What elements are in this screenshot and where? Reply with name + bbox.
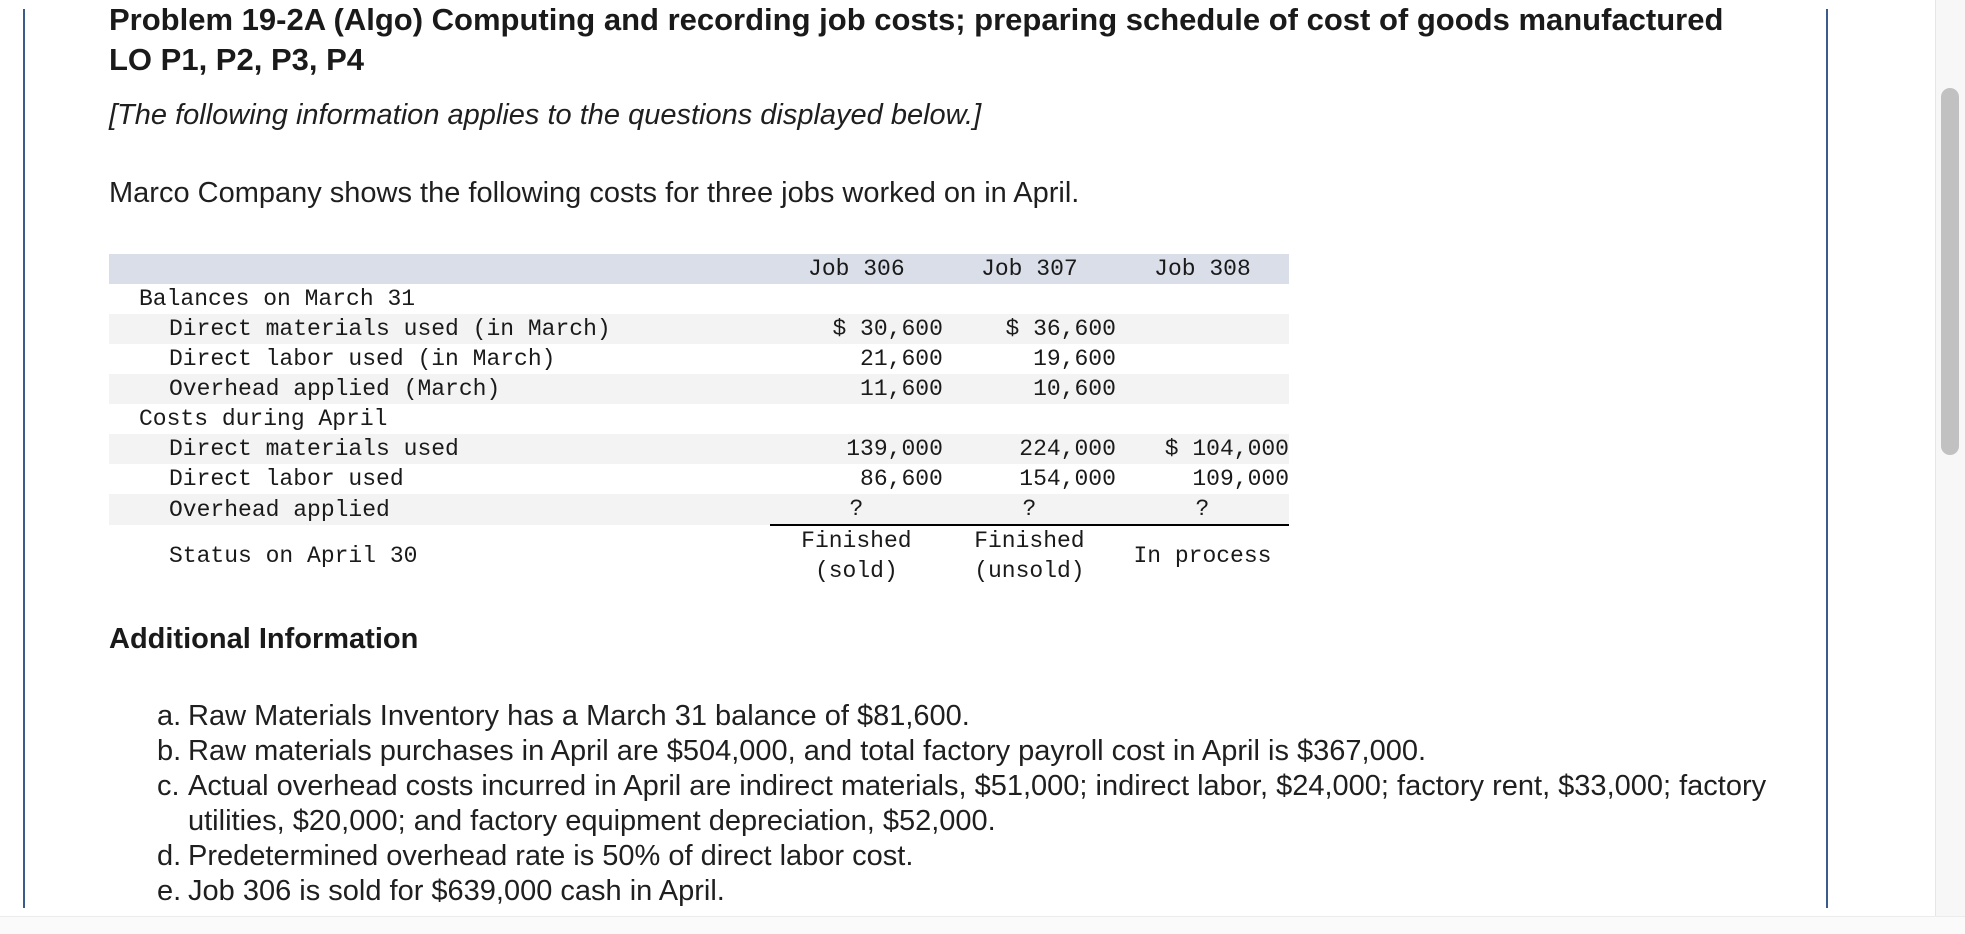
bottom-edge bbox=[0, 916, 1965, 934]
list-item: a. Raw Materials Inventory has a March 31 balance of $81,600. bbox=[157, 700, 970, 732]
cell-value bbox=[1116, 344, 1289, 374]
cell-value: 86,600 bbox=[770, 464, 943, 494]
scrollbar-thumb[interactable] bbox=[1941, 88, 1959, 455]
cell-value: ? bbox=[1116, 494, 1289, 525]
table-header-row bbox=[109, 254, 1289, 284]
status-job-308: In process bbox=[1116, 525, 1289, 586]
cell-value: ? bbox=[770, 494, 943, 525]
job-cost-table bbox=[109, 254, 1289, 586]
table-header-job-308: Job 308 bbox=[1116, 254, 1289, 284]
cell-value: $ 36,600 bbox=[943, 314, 1116, 344]
row-label: Direct labor used (in March) bbox=[109, 344, 770, 374]
row-label: Status on April 30 bbox=[109, 525, 770, 586]
additional-info-heading: Additional Information bbox=[109, 623, 419, 655]
cell-value: 154,000 bbox=[943, 464, 1116, 494]
row-label: Direct labor used bbox=[109, 464, 770, 494]
row-label: Direct materials used bbox=[109, 434, 770, 464]
cell-value: 11,600 bbox=[770, 374, 943, 404]
status-job-306: Finished (sold) bbox=[770, 525, 943, 586]
list-item: e. Job 306 is sold for $639,000 cash in April. bbox=[157, 875, 725, 907]
problem-subtitle: [The following information applies to the questions displayed below.] bbox=[109, 99, 982, 131]
problem-intro: Marco Company shows the following costs for three jobs worked on in April. bbox=[109, 177, 1080, 209]
list-item: d. Predetermined overhead rate is 50% of direct labor cost. bbox=[157, 840, 914, 872]
table-row bbox=[109, 464, 1289, 494]
row-label: Direct materials used (in March) bbox=[109, 314, 770, 344]
table-header-job-307: Job 307 bbox=[943, 254, 1116, 284]
cell-value bbox=[1116, 314, 1289, 344]
table-header-job-306: Job 306 bbox=[770, 254, 943, 284]
table-row bbox=[109, 494, 1289, 525]
table-row bbox=[109, 344, 1289, 374]
table-section-row bbox=[109, 404, 1289, 434]
table-status-row bbox=[109, 525, 1289, 586]
status-job-307: Finished (unsold) bbox=[943, 525, 1116, 586]
cell-value bbox=[1116, 374, 1289, 404]
cell-value: ? bbox=[943, 494, 1116, 525]
list-item: c. Actual overhead costs incurred in April are indirect materials, $51,000; indirect labor, $24,000; factory rent, $33,000; factory utilities, $20,000; and factory equipment depreciation, $52,000. bbox=[157, 770, 1767, 837]
section-label-balances: Balances on March 31 bbox=[109, 284, 770, 314]
table-row bbox=[109, 434, 1289, 464]
table-row bbox=[109, 314, 1289, 344]
additional-info-list bbox=[157, 699, 1797, 909]
content-frame-right-border bbox=[1826, 9, 1828, 908]
table-section-row bbox=[109, 284, 1289, 314]
cell-value: 21,600 bbox=[770, 344, 943, 374]
table-header-blank bbox=[109, 254, 770, 284]
content-frame-left-border bbox=[23, 9, 25, 908]
cell-value: 224,000 bbox=[943, 434, 1116, 464]
cell-value: 139,000 bbox=[770, 434, 943, 464]
list-item: b. Raw materials purchases in April are $504,000, and total factory payroll cost in April is $367,000. bbox=[157, 735, 1427, 767]
table-row bbox=[109, 374, 1289, 404]
cell-value: $ 30,600 bbox=[770, 314, 943, 344]
cell-value: $ 104,000 bbox=[1116, 434, 1289, 464]
cell-value: 109,000 bbox=[1116, 464, 1289, 494]
problem-title: Problem 19-2A (Algo) Computing and recording job costs; preparing schedule of cost of goods manufactured LO P1, P2, P3, P4 bbox=[109, 2, 1724, 77]
row-label: Overhead applied (March) bbox=[109, 374, 770, 404]
cell-value: 19,600 bbox=[943, 344, 1116, 374]
row-label: Overhead applied bbox=[109, 494, 770, 525]
section-label-april-costs: Costs during April bbox=[109, 404, 770, 434]
cell-value: 10,600 bbox=[943, 374, 1116, 404]
